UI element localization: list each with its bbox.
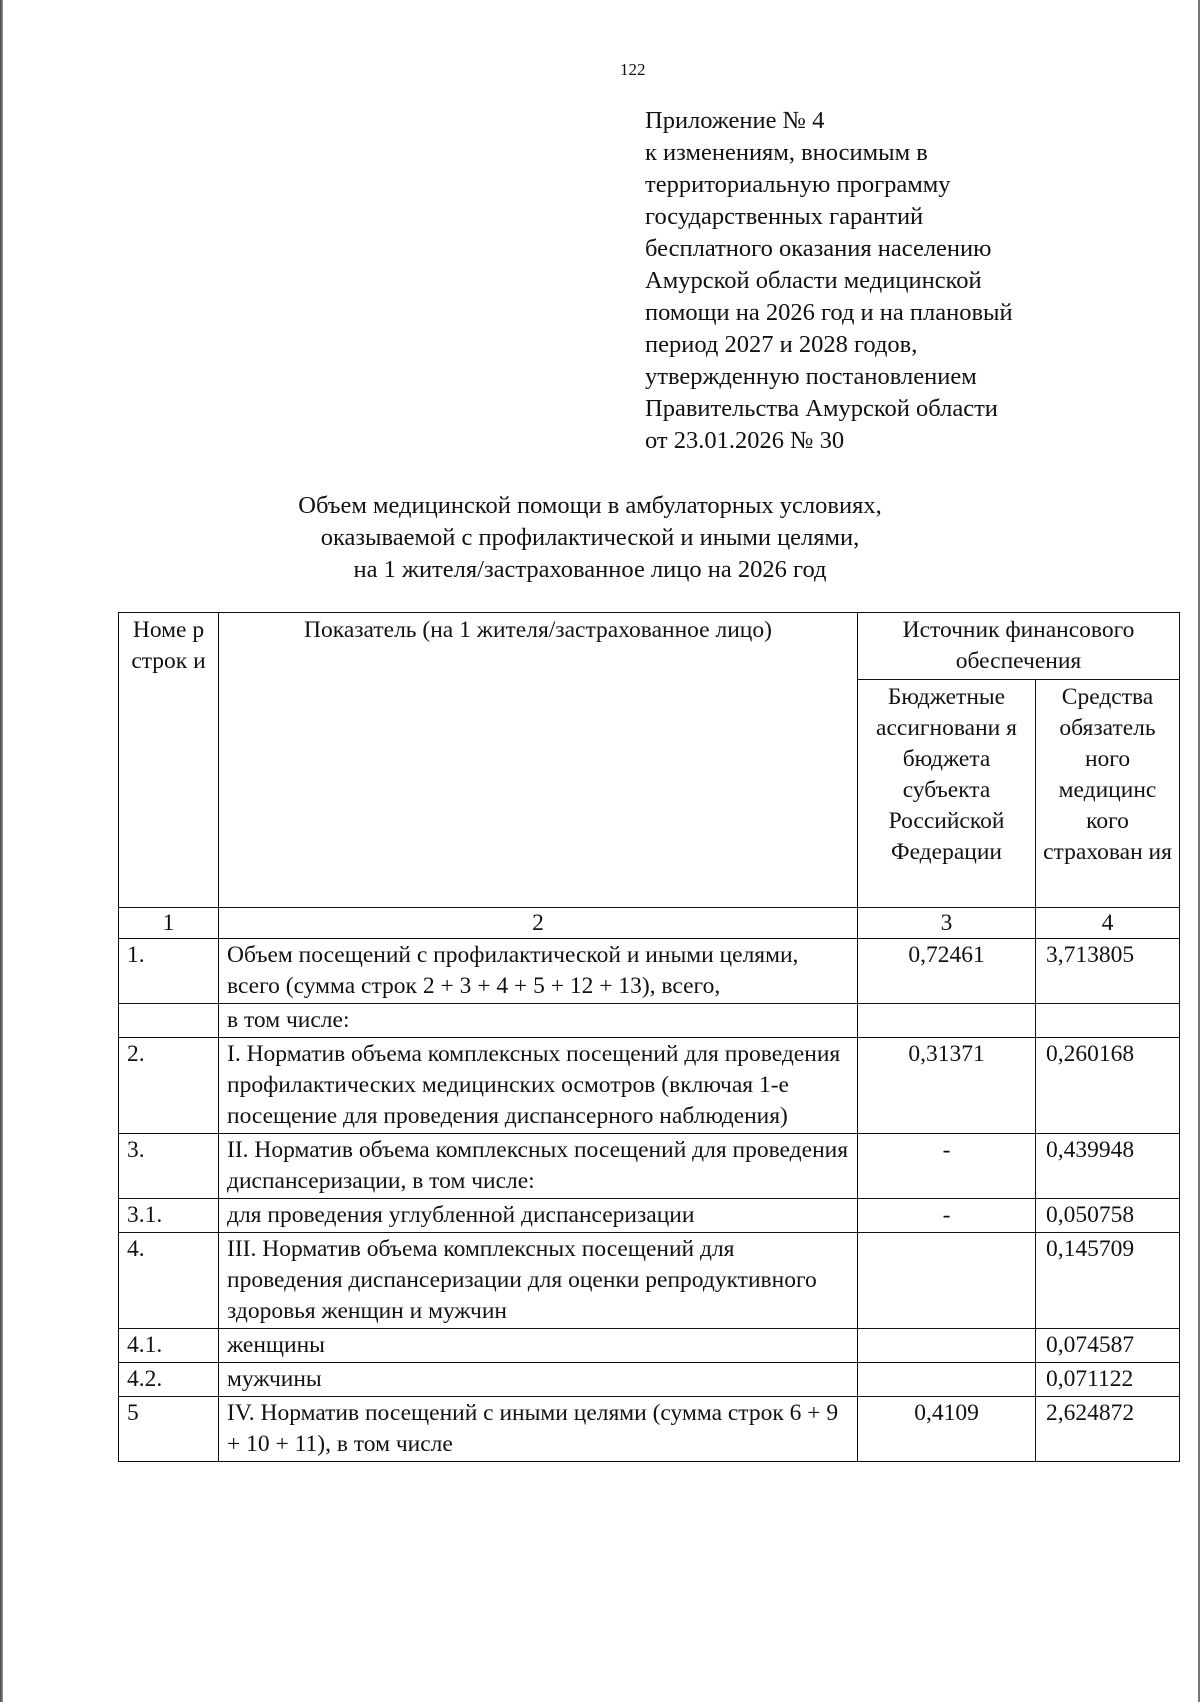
row-indicator: II. Норматив объема комплексных посещений для проведения диспансеризации, в том числе: <box>219 1134 858 1199</box>
title-line: на 1 жителя/застрахованное лицо на 2026 год <box>353 556 827 583</box>
row-number: 1. <box>119 939 219 1004</box>
column-number: 3 <box>858 908 1036 939</box>
row-oms-value <box>1036 1004 1180 1038</box>
table-header-row <box>119 613 1180 680</box>
row-oms-value: 0,071122 <box>1036 1363 1180 1397</box>
row-number: 3.1. <box>119 1199 219 1233</box>
table-row <box>119 1004 1180 1038</box>
row-budget-value: - <box>858 1199 1036 1233</box>
row-budget-value <box>858 1233 1036 1329</box>
appendix-line: бесплатного оказания населению <box>645 235 992 262</box>
row-number: 4.1. <box>119 1329 219 1363</box>
appendix-line: период 2027 и 2028 годов, <box>645 331 918 358</box>
header-budget: Бюджетные ассигновани я бюджета субъекта Российской Федерации <box>858 680 1036 908</box>
row-budget-value: - <box>858 1134 1036 1199</box>
table-row <box>119 1397 1180 1462</box>
title-line: Объем медицинской помощи в амбулаторных условиях, <box>298 492 882 519</box>
title-line: оказываемой с профилактической и иными целями, <box>320 524 860 551</box>
appendix-line: Приложение № 4 <box>645 107 825 134</box>
row-budget-value <box>858 1363 1036 1397</box>
column-number: 1 <box>119 908 219 939</box>
column-number: 2 <box>219 908 858 939</box>
table-row <box>119 1363 1180 1397</box>
row-number <box>119 1004 219 1038</box>
column-number-row <box>119 908 1180 939</box>
row-indicator: I. Норматив объема комплексных посещений для проведения профилактических медицинских осмотров (включая 1-е посещение для проведения диспансерного наблюдения) <box>219 1038 858 1134</box>
table-row <box>119 1199 1180 1233</box>
scan-edge-left <box>0 0 3 1702</box>
row-indicator: мужчины <box>219 1363 858 1397</box>
volume-table <box>118 612 1180 1462</box>
row-oms-value: 0,074587 <box>1036 1329 1180 1363</box>
row-oms-value: 0,050758 <box>1036 1199 1180 1233</box>
row-number: 5 <box>119 1397 219 1462</box>
row-indicator: в том числе: <box>219 1004 858 1038</box>
appendix-block <box>645 105 1165 457</box>
header-row-number: Номе р строк и <box>119 613 219 908</box>
row-oms-value: 0,439948 <box>1036 1134 1180 1199</box>
table-row <box>119 1038 1180 1134</box>
row-oms-value: 0,260168 <box>1036 1038 1180 1134</box>
row-budget-value <box>858 1329 1036 1363</box>
appendix-line: государственных гарантий <box>645 203 924 230</box>
appendix-line: Правительства Амурской области <box>645 395 998 422</box>
appendix-line: помощи на 2026 год и на плановый <box>645 299 1013 326</box>
row-oms-value: 0,145709 <box>1036 1233 1180 1329</box>
row-budget-value: 0,31371 <box>858 1038 1036 1134</box>
document-title <box>220 490 960 586</box>
header-oms: Средства обязатель ного медицинс кого страхован ия <box>1036 680 1180 908</box>
appendix-line: Амурской области медицинской <box>645 267 982 294</box>
row-indicator: женщины <box>219 1329 858 1363</box>
appendix-line: территориальную программу <box>645 171 951 198</box>
row-number: 4. <box>119 1233 219 1329</box>
row-indicator: III. Норматив объема комплексных посещений для проведения диспансеризации для оценки репродуктивного здоровья женщин и мужчин <box>219 1233 858 1329</box>
header-indicator: Показатель (на 1 жителя/застрахованное лицо) <box>219 613 858 908</box>
row-oms-value: 3,713805 <box>1036 939 1180 1004</box>
row-indicator: для проведения углубленной диспансеризации <box>219 1199 858 1233</box>
header-source-group: Источник финансового обеспечения <box>858 613 1180 680</box>
table-row <box>119 1134 1180 1199</box>
table-row <box>119 939 1180 1004</box>
row-indicator: Объем посещений с профилактической и иными целями, всего (сумма строк 2 + 3 + 4 + 5 + 12 + 13), всего, <box>219 939 858 1004</box>
column-number: 4 <box>1036 908 1180 939</box>
row-oms-value: 2,624872 <box>1036 1397 1180 1462</box>
appendix-line: утвержденную постановлением <box>645 363 977 390</box>
row-budget-value: 0,4109 <box>858 1397 1036 1462</box>
row-number: 2. <box>119 1038 219 1134</box>
row-budget-value: 0,72461 <box>858 939 1036 1004</box>
page-number: 122 <box>620 60 646 79</box>
row-number: 3. <box>119 1134 219 1199</box>
table-row <box>119 1329 1180 1363</box>
appendix-line: от 23.01.2026 № 30 <box>645 427 845 454</box>
row-number: 4.2. <box>119 1363 219 1397</box>
row-budget-value <box>858 1004 1036 1038</box>
row-indicator: IV. Норматив посещений с иными целями (сумма строк 6 + 9 + 10 + 11), в том числе <box>219 1397 858 1462</box>
table-row <box>119 1233 1180 1329</box>
appendix-line: к изменениям, вносимым в <box>645 139 928 166</box>
